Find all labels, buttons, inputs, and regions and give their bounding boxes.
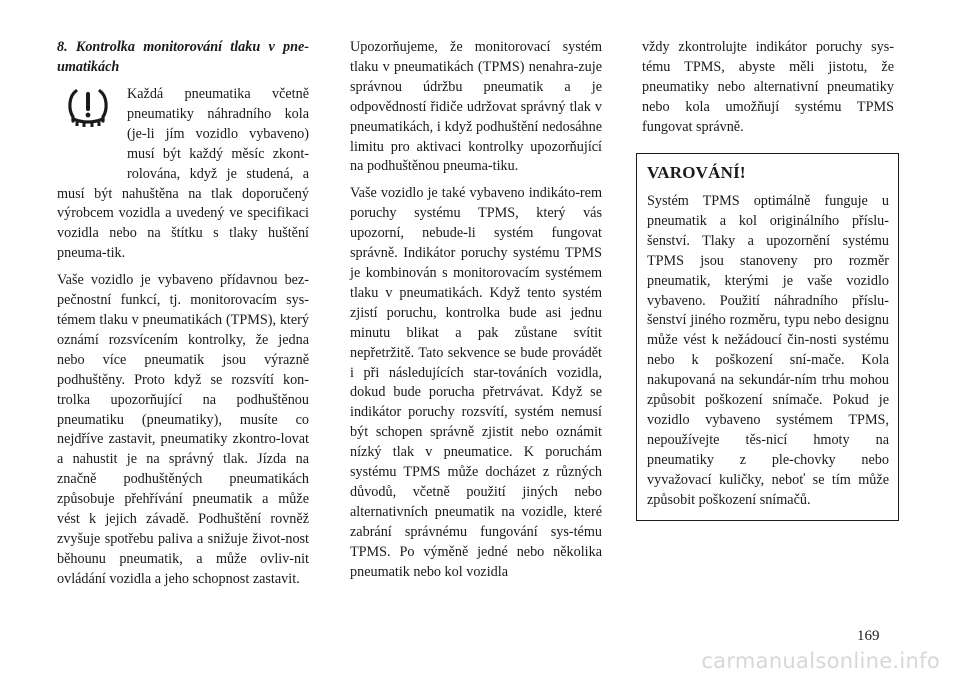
tpms-warning-icon — [57, 85, 119, 167]
paragraph: Upozorňujeme, že monitorovací systém tlaku v pneumatikách (TPMS) nenahra-zuje správnou údržbu pneumatik a je odpovědností řidiče udržovat správný tlak v pneumatikách, i když podhuštění nedosáhne limitu pro aktivaci kontrolky upozorňující na podhuštěnou pneuma-tiku. — [350, 39, 602, 175]
column-3 — [642, 38, 894, 145]
warning-box — [636, 153, 899, 521]
paragraph: vždy zkontrolujte indikátor poruchy sys-tému TPMS, abyste měli jistotu, že pneumatiky nebo alternativní pneumatiky nebo kola umožňují systému TPMS fungovat správně. — [642, 39, 894, 135]
warning-title: VAROVÁNÍ! — [647, 163, 746, 182]
paragraph: Vaše vozidlo je také vybaveno indikáto-rem poruchy systému TPMS, který vás upozorní, nebude-li systém fungovat správně. Indikátor poruchy systému TPMS je kombinován s monitorovacím systémem tlaku v pneumatikách. Když tento systém zjistí poruchu, kontrolka bude asi jednu minutu blikat a pak zůstane svítit nepřetržitě. Tato sekvence se bude provádět i při následujících star-továních vozidla, dokud bude porucha přetrvávat. Když se indikátor poruchy rozsvítí, systém nemusí být schopen správně zjistit nebo oznámit nízký tlak v pneumatice. K poruchám systému TPMS může docházet z různých důvodů, včetně použití jiných nebo alternativních pneumatik na vozidle, které zabrání správnému fungování sys-tému TPMS. Po výměně jedné nebo několika pneumatik nebo kol vozidla — [350, 185, 602, 580]
paragraph: Vaše vozidlo je vybaveno přídavnou bez-pečnostní funkcí, tj. monitorovacím sys-témem tlaku v pneumatikách (TPMS), který oznámí rozsvícením kontrolky, že jedna nebo více pneumatik jsou výrazně podhuštěny. Proto když se rozsvítí kon-trolka upozorňující na podhuštěnou pneumatiku (pneumatiky), musíte co nejdříve zastavit, pneumatiky zkontro-lovat a nahustit je na správný tlak. Jízda na značně podhuštěných pneumatikách způsobuje přehřívání pneumatik a může vést k jejich závadě. Podhuštění rovněž zvyšuje spotřebu paliva a snižuje život-nost běhounu pneumatik, a může ovliv-nit ovládání vozidla a jeho schopnost zastavit. — [57, 272, 309, 587]
column-2 — [350, 38, 602, 589]
tpms-warning-icon-graphic — [65, 87, 111, 127]
watermark: carmanualsonline.info — [701, 649, 940, 673]
paragraph: Každá pneumatika včetně pneumatiky náhradního kola (je-li jím vozidlo vybaveno) musí být každý měsíc zkont-rolována, když je studená, a musí být nahuštěna na tlak doporučený výrobcem vozidla a uvedený ve specifikaci vozidla nebo na štítku s tlaky huštění pneuma-tik. — [57, 86, 309, 262]
column-1 — [57, 38, 309, 597]
page-number: 169 — [857, 628, 880, 644]
section-heading: 8. Kontrolka monitorování tlaku v pne-umatikách — [57, 39, 309, 75]
warning-text: Systém TPMS optimálně funguje u pneumatik a kol originálního příslu-šenství. Tlaky a upozornění systému TPMS jsou stanoveny pro rozměr pneumatik, kterými je vaše vozidlo vybaveno. Použití náhradního příslu-šenství jiného rozměru, typu nebo designu může vést k nežádoucí čin-nosti systému nebo k poškození sní-mače. Kola nakupovaná na sekundár-ním trhu mohou způsobit poškození snímače. Pokud je vozidlo vybaveno systémem TPMS, nepoužívejte těs-nicí hmoty na pneumatiky z ple-chovky nebo vyvažovací kuličky, neboť se tím může způsobit poškození snímačů. — [647, 193, 889, 508]
